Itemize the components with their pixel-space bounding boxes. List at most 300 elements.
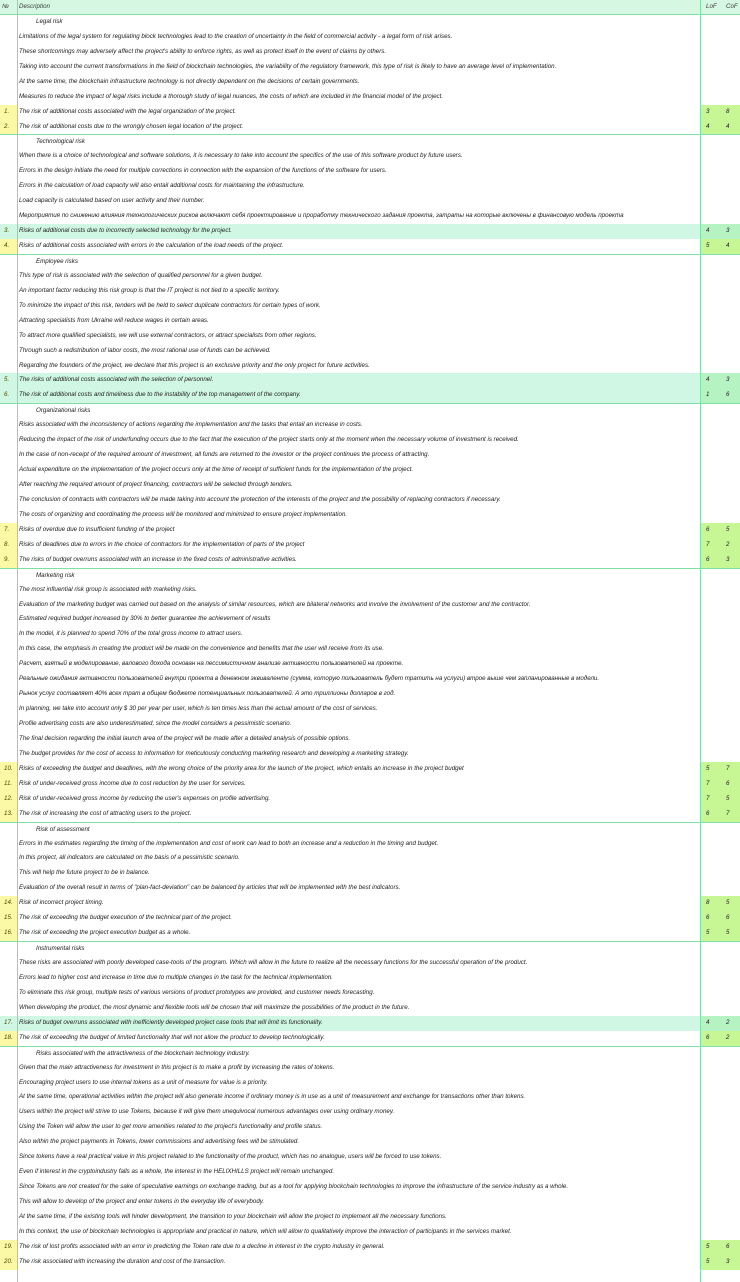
description-text: These shortcomings may adversely affect the project's ability to enforce rights, as well as protect itself in the event of claims by others.	[19, 47, 387, 55]
empty-cell	[700, 90, 720, 105]
risk-lof: 7	[700, 792, 720, 807]
empty-cell	[0, 493, 17, 508]
empty-cell	[0, 1195, 17, 1210]
empty-cell	[720, 403, 740, 418]
risk-cof: 5	[720, 792, 740, 807]
risk-lof: 7	[700, 538, 720, 553]
empty-cell	[700, 568, 720, 583]
description-text: Errors in the calculation of load capacity will also entail additional costs for maintaining the infrastructure.	[19, 182, 305, 190]
empty-cell	[720, 164, 740, 179]
empty-cell	[0, 1165, 17, 1180]
empty-cell	[720, 1105, 740, 1120]
empty-cell	[0, 851, 17, 866]
risk-text: Risks of additional costs associated with errors in the calculation of the load needs of the project.	[19, 242, 284, 249]
description-text: At the same time, if the existing tools will hinder development, the transition to your blockchain will allow the project to implement all the necessary functions.	[19, 1212, 447, 1220]
empty-cell	[700, 657, 720, 672]
risk-number: 2.	[0, 120, 17, 135]
empty-cell	[700, 986, 720, 1001]
empty-cell	[0, 702, 17, 717]
description-text: Since tokens have a real practical value in this project related to the functionality of the product, which has no analogue, users will be forced to use tokens.	[19, 1153, 442, 1161]
description-text: This will allow to develop of the project and enter tokens in the everyday life of everybody.	[19, 1198, 265, 1205]
empty-cell	[720, 627, 740, 642]
risk-number: 8.	[0, 538, 17, 553]
empty-cell	[720, 134, 740, 149]
description-text: To minimize the impact of this risk, tenders will be held to select duplicate contractors for certain types of work.	[19, 301, 321, 309]
description-text: In the model, it is planned to spend 70% of the total gross income to attract users.	[19, 630, 243, 638]
risk-lof: 5	[700, 239, 720, 254]
risk-lof: 6	[700, 1031, 720, 1046]
risk-lof: 4	[700, 373, 720, 388]
empty-cell	[720, 851, 740, 866]
risk-cof: 8	[720, 105, 740, 120]
empty-cell	[700, 1210, 720, 1225]
empty-cell	[0, 1150, 17, 1165]
empty-cell	[700, 598, 720, 613]
empty-cell	[0, 657, 17, 672]
empty-cell	[720, 359, 740, 374]
empty-cell	[700, 1046, 720, 1061]
risk-cof: 5	[720, 926, 740, 941]
risk-cof: 2	[720, 1016, 740, 1031]
empty-cell	[720, 971, 740, 986]
risk-number: 9.	[0, 553, 17, 568]
empty-cell	[700, 329, 720, 344]
description-text: This type of risk is associated with the selection of qualified personnel for a given budget.	[19, 271, 263, 279]
empty-cell	[700, 269, 720, 284]
empty-cell	[700, 463, 720, 478]
empty-cell	[0, 60, 17, 75]
empty-cell	[700, 359, 720, 374]
risk-number: 18.	[0, 1031, 17, 1046]
empty-cell	[720, 1210, 740, 1225]
description-text: Through such a redistribution of labor costs, the most rational use of funds can be achieved.	[19, 346, 271, 354]
description-text: Evaluation of the overall result in terms of "plan-fact-deviation" can be balanced by articles that will be implemented with the best indicators.	[19, 884, 401, 892]
empty-cell	[0, 1090, 17, 1105]
empty-cell	[720, 284, 740, 299]
empty-cell	[0, 433, 17, 448]
risk-number: 16.	[0, 926, 17, 941]
risk-number: 12.	[0, 792, 17, 807]
description-text: Profile advertising costs are also underestimated, since the model considers a pessimistic scenario.	[19, 720, 292, 727]
empty-cell	[700, 672, 720, 687]
section-title: Employee risks	[17, 254, 700, 269]
description-text: Attracting specialists from Ukraine will reduce wages in certain areas.	[19, 316, 209, 324]
empty-cell	[700, 209, 720, 224]
empty-cell	[720, 1061, 740, 1076]
risk-lof: 3	[700, 105, 720, 120]
empty-cell	[700, 194, 720, 209]
empty-cell	[0, 418, 17, 433]
risk-number: 17.	[0, 1016, 17, 1031]
description-text: To eliminate this risk group, multiple tests of various versions of product prototypes are provided, and customer needs forecasting.	[19, 988, 375, 996]
empty-cell	[720, 478, 740, 493]
header-lof: LoF	[700, 0, 720, 15]
risk-cof: 7	[720, 762, 740, 777]
empty-cell	[700, 941, 720, 956]
description-text: An important factor reducing this risk group is that the IT project is not tied to a specific territory.	[19, 286, 280, 294]
empty-cell	[700, 851, 720, 866]
risk-text: The risk of exceeding the project execution budget as a whole.	[19, 929, 191, 937]
risk-text: The risk of additional costs associated with the legal organization of the project.	[19, 107, 237, 115]
description-text: Encouraging project users to use internal tokens as a unit of measure for value is a priority.	[19, 1078, 268, 1086]
risk-cof: 4	[720, 239, 740, 254]
description-text: Мероприятия по снижению влияния технологических рисков включают себя проектирование и проработку технического задания проекта, затраты на которые включены в финансовую модель проекта	[19, 212, 624, 220]
empty-cell	[0, 299, 17, 314]
risk-number: 19.	[0, 1240, 17, 1255]
empty-cell	[0, 1076, 17, 1091]
empty-cell	[0, 941, 17, 956]
empty-cell	[700, 687, 720, 702]
empty-cell	[720, 1180, 740, 1195]
risk-lof: 6	[700, 523, 720, 538]
empty-cell	[700, 837, 720, 852]
empty-cell	[720, 60, 740, 75]
empty-cell	[0, 179, 17, 194]
risk-cof: 7	[720, 807, 740, 822]
empty-cell	[0, 15, 17, 30]
empty-cell	[700, 642, 720, 657]
empty-cell	[0, 75, 17, 90]
empty-cell	[0, 30, 17, 45]
description-text: In the case of non-receipt of the required amount of investment, all funds are returned to the investor or the project continues the process of attracting.	[19, 451, 430, 459]
empty-cell	[700, 822, 720, 837]
description-text: Users within the project will strive to use Tokens, because it will give them unequivocal numerous advantages over using ordinary money.	[19, 1108, 395, 1116]
empty-cell	[720, 329, 740, 344]
empty-cell	[0, 717, 17, 732]
description-text: The costs of organizing and coordinating the process will be monitored and minimized to ensure project implementation.	[19, 510, 348, 518]
empty-cell	[700, 732, 720, 747]
empty-cell	[720, 1165, 740, 1180]
empty-cell	[700, 15, 720, 30]
empty-cell	[720, 672, 740, 687]
empty-cell	[720, 1150, 740, 1165]
description-text: Also within the project payments in Tokens, lower commissions and advertising fees will be stimulated.	[19, 1138, 300, 1146]
empty-cell	[0, 1135, 17, 1150]
empty-cell	[720, 1076, 740, 1091]
description-text: Limitations of the legal system for regulating block technologies lead to the creation of uncertainty in the field of commercial activity - a legal form of risk arises.	[19, 32, 453, 40]
risk-cof: 2	[720, 1031, 740, 1046]
empty-cell	[0, 269, 17, 284]
risk-lof: 4	[700, 224, 720, 239]
empty-cell	[700, 299, 720, 314]
section-title: Technological risk	[17, 134, 700, 149]
risk-lof: 5	[700, 1240, 720, 1255]
risk-number: 1.	[0, 105, 17, 120]
empty-cell	[700, 493, 720, 508]
risk-cof: 6	[720, 777, 740, 792]
empty-cell	[720, 941, 740, 956]
risk-text: Risk of under-received gross income by reducing the user's expenses on profile advertising.	[19, 794, 271, 802]
empty-cell	[720, 448, 740, 463]
section-title: Legal risk	[36, 17, 63, 25]
empty-cell	[0, 971, 17, 986]
empty-cell	[720, 956, 740, 971]
empty-cell	[720, 463, 740, 478]
empty-cell	[700, 881, 720, 896]
empty-cell	[720, 344, 740, 359]
risk-number: 4.	[0, 239, 17, 254]
empty-cell	[700, 344, 720, 359]
empty-cell	[700, 866, 720, 881]
description-text: The final decision regarding the initial launch area of the project will be made after a detailed analysis of possible options.	[19, 734, 351, 742]
risk-number: 3.	[0, 224, 17, 239]
empty-cell	[720, 717, 740, 732]
risk-text: Risks of additional costs due to incorrectly selected technology for the project.	[17, 224, 700, 239]
empty-cell	[700, 956, 720, 971]
empty-cell	[720, 254, 740, 269]
description-text: The most influential risk group is associated with marketing risks.	[19, 585, 197, 593]
risk-text: Risks of budget overruns associated with inefficiently developed project case tools that will limit its functionality.	[17, 1016, 700, 1031]
risk-lof: 6	[700, 807, 720, 822]
empty-cell	[720, 299, 740, 314]
risk-text: The risk of lost profits associated with an error in predicting the Token rate due to a decline in interest in the crypto industry in general.	[19, 1242, 385, 1250]
risk-text: The risks of additional costs associated with the selection of personnel.	[17, 373, 700, 388]
empty-cell	[0, 508, 17, 523]
description-text: At the same time, operational activities within the project will also generate income if ordinary money is in use as a unit of measurement and exchange for transactions other than tokens.	[19, 1093, 526, 1101]
empty-cell	[0, 642, 17, 657]
empty-cell	[700, 627, 720, 642]
risk-cof: 3	[720, 553, 740, 568]
empty-cell	[720, 687, 740, 702]
empty-cell	[0, 448, 17, 463]
risk-number: 20.	[0, 1255, 17, 1270]
empty-cell	[720, 209, 740, 224]
empty-cell	[700, 314, 720, 329]
risk-cof: 2	[720, 538, 740, 553]
description-text: At the same time, the blockchain infrastructure technology is not directly dependent on the decisions of certain governments.	[19, 77, 360, 85]
empty-cell	[0, 463, 17, 478]
empty-cell	[700, 702, 720, 717]
risk-number: 7.	[0, 523, 17, 538]
empty-cell	[700, 1180, 720, 1195]
empty-cell	[0, 822, 17, 837]
empty-cell	[720, 269, 740, 284]
empty-cell	[0, 568, 17, 583]
empty-cell	[720, 866, 740, 881]
empty-cell	[700, 45, 720, 60]
description-text: Рынок услуг составляет 40% всех трат в общем бюджете потенциальных пользователей. А это триллионы долларов в год.	[19, 690, 396, 698]
description-text: Реальные ожидания активности пользователей внутри проекта в денежном эквиваленте (сумма, которую пользователь будет тратить на услуги) втрое выше чем запланированные в модели.	[19, 675, 600, 683]
risk-number: 5.	[0, 373, 17, 388]
risk-number: 10.	[0, 762, 17, 777]
empty-cell	[0, 1225, 17, 1240]
description-text: Расчет, взятый в моделирование, валового дохода основан на пессимистичном анализе активности пользователей на проекте.	[19, 660, 404, 668]
header-description: Description	[17, 0, 700, 15]
risk-number: 15.	[0, 911, 17, 926]
header-cof: CoF	[720, 0, 740, 15]
description-text: In planning, we take into account only $ 30 per year per user, which is ten times less than the actual amount of the cost of services.	[19, 705, 378, 713]
empty-cell	[0, 194, 17, 209]
risk-text: Risk of incorrect project timing.	[19, 899, 104, 907]
empty-cell	[0, 672, 17, 687]
empty-cell	[720, 1090, 740, 1105]
risk-cof: 5	[720, 896, 740, 911]
risk-text: The risk of exceeding the budget of limited functionality that will not allow the product to develop technologically.	[19, 1033, 325, 1041]
description-text: Given that the main attractiveness for investment in this project is to make a profit by increasing the rates of tokens.	[19, 1063, 335, 1071]
risk-lof: 5	[700, 1255, 720, 1270]
empty-cell	[720, 702, 740, 717]
empty-cell	[700, 583, 720, 598]
section-title: Risks associated with the attractiveness of the blockchain technology industry.	[17, 1046, 700, 1061]
empty-cell	[0, 956, 17, 971]
empty-cell	[0, 314, 17, 329]
empty-cell	[720, 568, 740, 583]
empty-cell	[700, 134, 720, 149]
description-text: After reaching the required amount of project financing, contractors will be selected through tenders.	[19, 481, 293, 488]
empty-cell	[700, 1001, 720, 1016]
header-num: №	[0, 0, 17, 15]
description-text: Even if interest in the cryptoindustry falls as a whole, the interest in the HELIXHILLS project will remain unchanged.	[19, 1168, 335, 1176]
empty-cell	[720, 642, 740, 657]
empty-cell	[700, 1225, 720, 1240]
description-text: Risks associated with the inconsistency of actions regarding the implementation and the tasks that entail an increase in costs.	[19, 421, 363, 429]
risk-lof: 5	[700, 926, 720, 941]
risk-cof: 3	[720, 224, 740, 239]
empty-cell	[720, 433, 740, 448]
empty-cell	[0, 1046, 17, 1061]
empty-cell	[720, 149, 740, 164]
empty-cell	[720, 493, 740, 508]
empty-cell	[720, 75, 740, 90]
description-text: This will help the future project to be in balance.	[19, 869, 150, 877]
empty-cell	[0, 329, 17, 344]
empty-cell	[700, 1105, 720, 1120]
empty-cell	[720, 583, 740, 598]
empty-cell	[720, 30, 740, 45]
empty-cell	[720, 45, 740, 60]
empty-cell	[720, 90, 740, 105]
empty-cell	[0, 612, 17, 627]
description-text: When developing the product, the most dynamic and flexible tools will be chosen that will maximize the possibilities of the product in the future.	[19, 1003, 410, 1011]
risk-text: Risk of under-received gross income due to cost reduction by the user for services.	[19, 779, 246, 787]
empty-cell	[720, 418, 740, 433]
empty-cell	[0, 1120, 17, 1135]
risk-cof: 5	[720, 523, 740, 538]
empty-cell	[700, 433, 720, 448]
empty-cell	[720, 15, 740, 30]
description-text: Regarding the founders of the project, we declare that this project is an exclusive priority and the only project for future activities.	[19, 361, 370, 369]
description-text: Load capacity is calculated based on user activity and their number.	[19, 197, 205, 205]
empty-cell	[720, 598, 740, 613]
empty-cell	[700, 1195, 720, 1210]
description-text: Errors lead to higher cost and increase in time due to multiple changes in the task for the technical implementation.	[19, 973, 334, 981]
empty-cell	[700, 284, 720, 299]
description-text: Errors in the design initiate the need for multiple corrections in connection with the expansion of the functions of the software for users.	[19, 167, 387, 175]
section-title: Organizational risks	[17, 403, 700, 418]
risk-lof: 8	[700, 896, 720, 911]
description-text: In this project, all indicators are calculated on the basis of a pessimistic scenario.	[19, 854, 240, 862]
empty-cell	[720, 1225, 740, 1240]
empty-cell	[700, 478, 720, 493]
section-title: Risk of assessment	[17, 822, 700, 837]
empty-cell	[720, 1001, 740, 1016]
empty-cell	[0, 284, 17, 299]
empty-cell	[0, 837, 17, 852]
empty-cell	[700, 30, 720, 45]
risk-text: The risk of increasing the cost of attracting users to the project.	[19, 809, 192, 817]
risk-text: Risks of deadlines due to errors in the choice of contractors for the implementation of parts of the project	[19, 540, 305, 548]
empty-cell	[700, 747, 720, 762]
risk-cof: 6	[720, 388, 740, 403]
description-text: The conclusion of contracts with contractors will be made taking into account the protection of the interests of the project and the possibility of replacing contractors if necessary.	[19, 495, 501, 503]
risk-number: 13.	[0, 807, 17, 822]
risk-number: 11.	[0, 777, 17, 792]
empty-cell	[700, 254, 720, 269]
empty-cell	[0, 627, 17, 642]
empty-cell	[0, 866, 17, 881]
empty-cell	[0, 344, 17, 359]
empty-cell	[0, 149, 17, 164]
empty-cell	[700, 1090, 720, 1105]
empty-cell	[700, 149, 720, 164]
empty-cell	[0, 1061, 17, 1076]
empty-cell	[700, 179, 720, 194]
risk-lof: 6	[700, 911, 720, 926]
risk-lof: 4	[700, 120, 720, 135]
risk-number: 14.	[0, 896, 17, 911]
empty-cell	[0, 164, 17, 179]
empty-cell	[700, 448, 720, 463]
empty-cell	[0, 134, 17, 149]
empty-cell	[720, 732, 740, 747]
empty-cell	[0, 1210, 17, 1225]
empty-cell	[0, 45, 17, 60]
risk-lof: 5	[700, 762, 720, 777]
empty-cell	[0, 583, 17, 598]
description-text: Reducing the impact of the risk of underfunding occurs due to the fact that the execution of the project starts only at the moment when the necessary volume of investment is received.	[19, 436, 519, 444]
empty-cell	[720, 657, 740, 672]
description-text: To attract more qualified specialists, we will use external contractors, or attract specialists from other regions.	[19, 331, 317, 339]
empty-cell	[0, 254, 17, 269]
empty-cell	[0, 1105, 17, 1120]
risk-lof: 7	[700, 777, 720, 792]
empty-cell	[720, 1195, 740, 1210]
empty-cell	[0, 986, 17, 1001]
description-text: The budget provides for the cost of access to information for meticulously conducting marketing research and developing a marketing strategy.	[19, 749, 409, 757]
empty-cell	[700, 418, 720, 433]
empty-cell	[720, 747, 740, 762]
empty-cell	[720, 508, 740, 523]
risk-text: The risk associated with increasing the duration and cost of the transaction.	[19, 1257, 226, 1265]
description-text: When there is a choice of technological and software solutions, it is necessary to take into account the specifics of the use of this software product by future users.	[19, 152, 463, 160]
risk-text: The risks of budget overruns associated with an increase in the fixed costs of administrative activities.	[19, 555, 297, 563]
empty-cell	[720, 1135, 740, 1150]
empty-cell	[720, 314, 740, 329]
description-text: These risks are associated with poorly developed case-tools of the program. Which will allow in the future to realize all the necessary functions for the successful operation of the product.	[19, 959, 528, 966]
description-text: In this context, the use of blockchain technologies is appropriate and practical in nature, which will allow to qualitatively improve the interaction of participants in the services market.	[19, 1227, 512, 1235]
risk-lof: 6	[700, 553, 720, 568]
empty-cell	[700, 612, 720, 627]
description-text: Actual expenditure on the implementation of the project occurs only at the time of receipt of sufficient funds for the implementation of the project.	[19, 466, 414, 474]
empty-cell	[0, 747, 17, 762]
empty-cell	[700, 60, 720, 75]
risk-number: 6.	[0, 388, 17, 403]
empty-cell	[700, 164, 720, 179]
empty-cell	[720, 194, 740, 209]
empty-cell	[720, 881, 740, 896]
empty-cell	[700, 1135, 720, 1150]
risk-text: The risk of additional costs due to the wrongly chosen legal location of the project.	[19, 122, 244, 130]
empty-cell	[0, 478, 17, 493]
risk-text: The risk of exceeding the budget execution of the technical part of the project.	[19, 914, 232, 922]
section-title: Instrumental risks	[17, 941, 700, 956]
empty-cell	[0, 403, 17, 418]
description-text: Errors in the estimates regarding the timing of the implementation and cost of work can lead to both an increase and a reduction in the timing and budget.	[19, 839, 439, 847]
empty-cell	[0, 359, 17, 374]
empty-cell	[0, 90, 17, 105]
empty-cell	[700, 1076, 720, 1091]
empty-cell	[720, 822, 740, 837]
